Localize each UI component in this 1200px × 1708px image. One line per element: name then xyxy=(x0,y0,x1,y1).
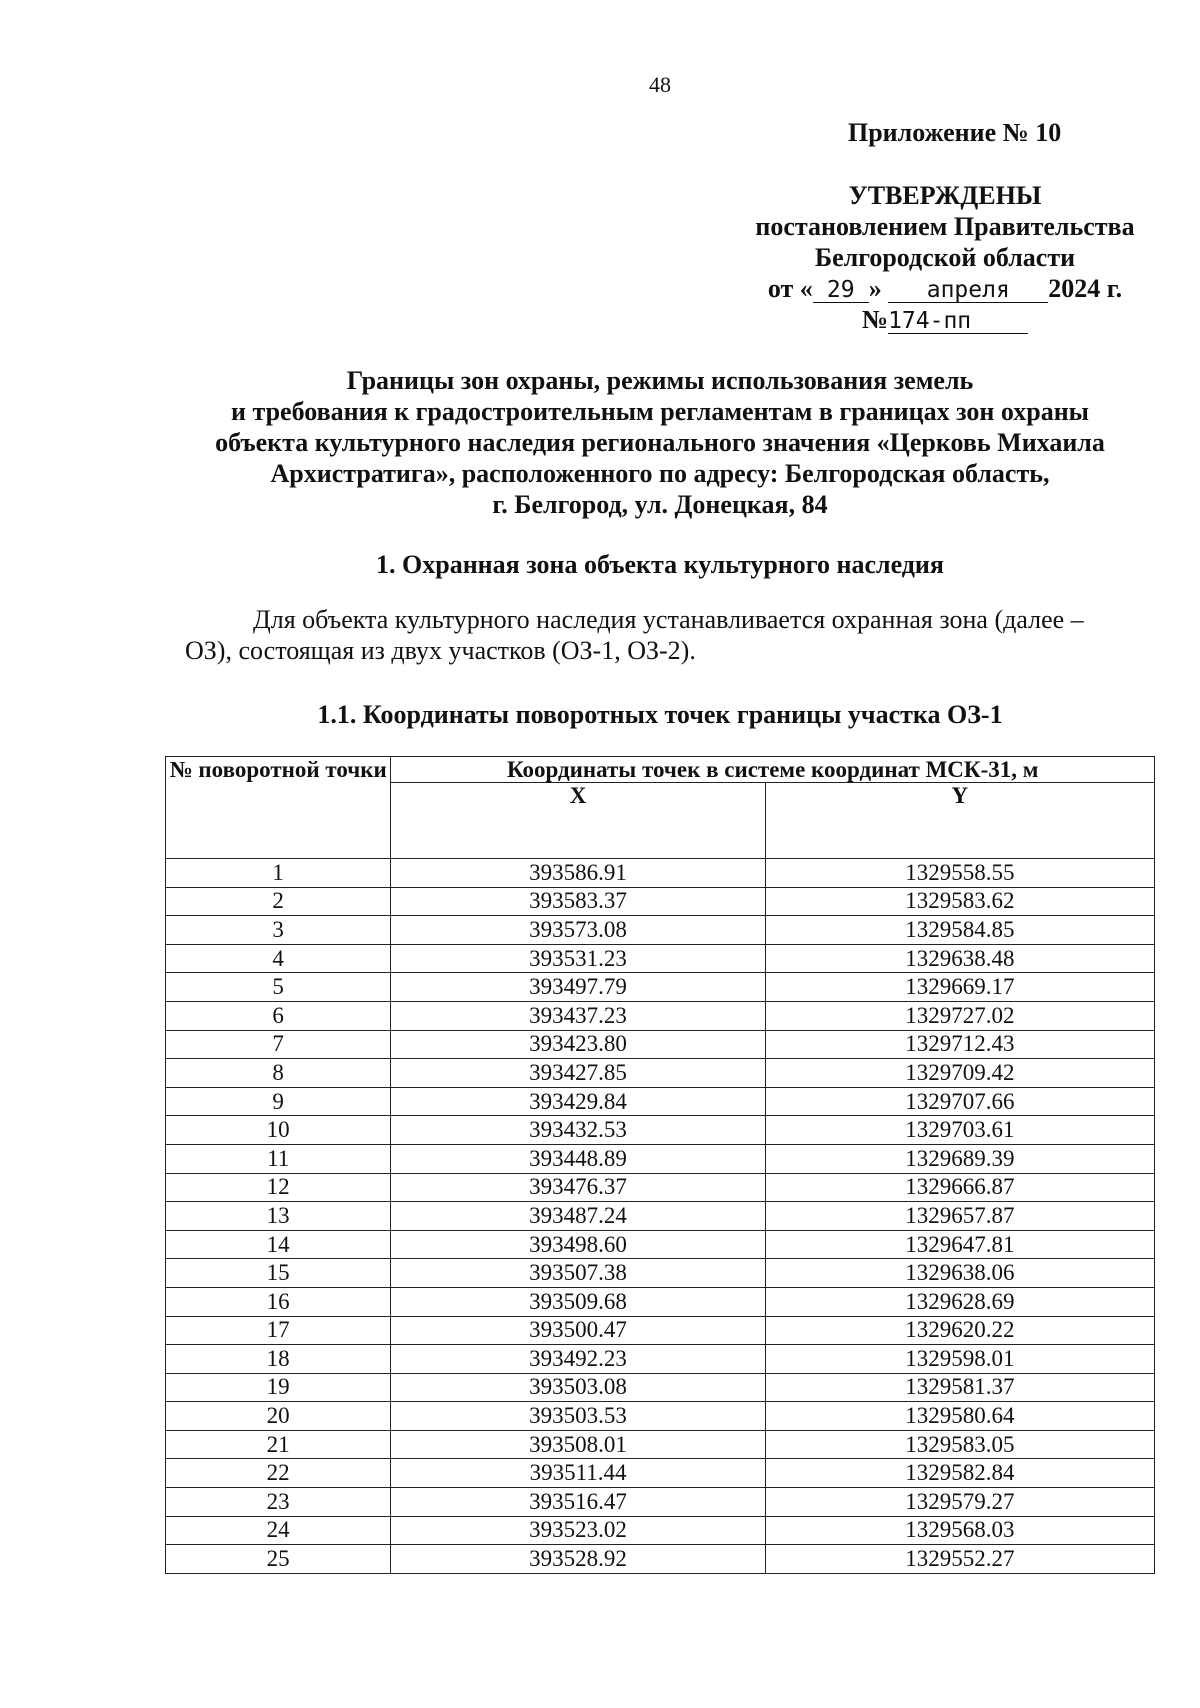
cell-point: 25 xyxy=(166,1545,391,1574)
cell-point: 14 xyxy=(166,1230,391,1259)
title-line-5: г. Белгород, ул. Донецкая, 84 xyxy=(492,490,828,519)
table-row xyxy=(166,1287,1155,1316)
cell-y: 1329584.85 xyxy=(765,916,1154,945)
header-y: Y xyxy=(765,783,1154,859)
table-row xyxy=(166,859,1155,888)
cell-point: 6 xyxy=(166,1001,391,1030)
date-prefix: от « xyxy=(767,274,813,303)
intro-line-1: Для объекта культурного наследия устанавливается охранная зона (далее – xyxy=(253,605,1084,634)
cell-x: 393507.38 xyxy=(391,1259,765,1288)
title-line-2: и требования к градостроительным регламентам в границах зон охраны xyxy=(231,397,1089,426)
cell-point: 15 xyxy=(166,1259,391,1288)
cell-x: 393429.84 xyxy=(391,1087,765,1116)
table-row xyxy=(166,1230,1155,1259)
table-row xyxy=(166,916,1155,945)
coordinates-table xyxy=(165,756,1155,1574)
approval-number xyxy=(740,304,1150,335)
date-day: 29 xyxy=(813,278,869,303)
cell-point: 18 xyxy=(166,1345,391,1374)
cell-x: 393516.47 xyxy=(391,1488,765,1517)
document-title xyxy=(190,365,1130,520)
cell-y: 1329558.55 xyxy=(765,859,1154,888)
cell-x: 393509.68 xyxy=(391,1287,765,1316)
approval-title: УТВЕРЖДЕНЫ xyxy=(848,181,1042,210)
title-line-1: Границы зон охраны, режимы использования земель xyxy=(346,366,974,395)
cell-y: 1329669.17 xyxy=(765,973,1154,1002)
number-value: 174-пп xyxy=(888,309,1028,334)
cell-x: 393503.08 xyxy=(391,1373,765,1402)
table-heading: 1.1. Координаты поворотных точек границы участка ОЗ-1 xyxy=(317,700,1003,729)
approval-line-1: постановлением Правительства xyxy=(755,212,1135,241)
date-month: апреля xyxy=(888,278,1048,303)
table-row xyxy=(166,1345,1155,1374)
cell-point: 4 xyxy=(166,944,391,973)
cell-x: 393423.80 xyxy=(391,1030,765,1059)
table-row xyxy=(166,1459,1155,1488)
header-x: X xyxy=(391,783,765,859)
approval-line-2: Белгородской области xyxy=(814,243,1076,272)
table-row xyxy=(166,1259,1155,1288)
date-year: 2024 г. xyxy=(1048,274,1123,303)
cell-y: 1329628.69 xyxy=(765,1287,1154,1316)
table-row xyxy=(166,1116,1155,1145)
cell-y: 1329707.66 xyxy=(765,1087,1154,1116)
cell-y: 1329580.64 xyxy=(765,1402,1154,1431)
cell-x: 393427.85 xyxy=(391,1059,765,1088)
header-coordinates: Координаты точек в системе координат МСК-31, м xyxy=(391,757,1155,783)
table-row xyxy=(166,1144,1155,1173)
cell-point: 16 xyxy=(166,1287,391,1316)
table-body xyxy=(166,859,1155,1574)
cell-y: 1329666.87 xyxy=(765,1173,1154,1202)
cell-point: 19 xyxy=(166,1373,391,1402)
table-row xyxy=(166,1059,1155,1088)
cell-point: 9 xyxy=(166,1087,391,1116)
cell-x: 393500.47 xyxy=(391,1316,765,1345)
cell-x: 393573.08 xyxy=(391,916,765,945)
cell-x: 393503.53 xyxy=(391,1402,765,1431)
table-row xyxy=(166,1202,1155,1231)
section-heading: 1. Охранная зона объекта культурного наследия xyxy=(376,550,944,579)
table-row xyxy=(166,973,1155,1002)
cell-point: 5 xyxy=(166,973,391,1002)
cell-point: 13 xyxy=(166,1202,391,1231)
table-row xyxy=(166,1173,1155,1202)
cell-point: 3 xyxy=(166,916,391,945)
cell-y: 1329582.84 xyxy=(765,1459,1154,1488)
number-prefix: № xyxy=(861,305,889,334)
cell-y: 1329712.43 xyxy=(765,1030,1154,1059)
cell-x: 393492.23 xyxy=(391,1345,765,1374)
cell-x: 393497.79 xyxy=(391,973,765,1002)
cell-x: 393531.23 xyxy=(391,944,765,973)
cell-point: 11 xyxy=(166,1144,391,1173)
cell-y: 1329727.02 xyxy=(765,1001,1154,1030)
cell-y: 1329583.05 xyxy=(765,1430,1154,1459)
table-row xyxy=(166,1430,1155,1459)
cell-x: 393511.44 xyxy=(391,1459,765,1488)
cell-y: 1329579.27 xyxy=(765,1488,1154,1517)
table-row xyxy=(166,1402,1155,1431)
table-row xyxy=(166,1516,1155,1545)
cell-x: 393508.01 xyxy=(391,1430,765,1459)
cell-point: 17 xyxy=(166,1316,391,1345)
cell-y: 1329620.22 xyxy=(765,1316,1154,1345)
title-line-3: объекта культурного наследия регионального значения «Церковь Михаила xyxy=(215,428,1105,457)
cell-y: 1329657.87 xyxy=(765,1202,1154,1231)
cell-y: 1329638.06 xyxy=(765,1259,1154,1288)
table-row xyxy=(166,1316,1155,1345)
table-row xyxy=(166,887,1155,916)
cell-point: 20 xyxy=(166,1402,391,1431)
cell-x: 393487.24 xyxy=(391,1202,765,1231)
cell-y: 1329709.42 xyxy=(765,1059,1154,1088)
cell-point: 23 xyxy=(166,1488,391,1517)
cell-point: 24 xyxy=(166,1516,391,1545)
cell-point: 12 xyxy=(166,1173,391,1202)
cell-point: 7 xyxy=(166,1030,391,1059)
page-number: 48 xyxy=(649,72,671,97)
table-row xyxy=(166,1030,1155,1059)
cell-y: 1329703.61 xyxy=(765,1116,1154,1145)
approval-block xyxy=(740,180,1150,335)
cell-point: 2 xyxy=(166,887,391,916)
table-row xyxy=(166,1001,1155,1030)
cell-point: 1 xyxy=(166,859,391,888)
cell-point: 8 xyxy=(166,1059,391,1088)
appendix-label: Приложение № 10 xyxy=(848,118,1062,147)
cell-x: 393523.02 xyxy=(391,1516,765,1545)
cell-y: 1329598.01 xyxy=(765,1345,1154,1374)
cell-x: 393528.92 xyxy=(391,1545,765,1574)
title-line-4: Архистратига», расположенного по адресу: Белгородская область, xyxy=(270,459,1050,488)
cell-point: 22 xyxy=(166,1459,391,1488)
cell-x: 393476.37 xyxy=(391,1173,765,1202)
cell-point: 21 xyxy=(166,1430,391,1459)
cell-x: 393432.53 xyxy=(391,1116,765,1145)
table-row xyxy=(166,1545,1155,1574)
intro-paragraph xyxy=(185,604,1145,666)
table-row xyxy=(166,1373,1155,1402)
cell-y: 1329552.27 xyxy=(765,1545,1154,1574)
cell-x: 393586.91 xyxy=(391,859,765,888)
table-row xyxy=(166,1488,1155,1517)
table-row xyxy=(166,1087,1155,1116)
cell-y: 1329689.39 xyxy=(765,1144,1154,1173)
cell-x: 393583.37 xyxy=(391,887,765,916)
intro-line-2: ОЗ), состоящая из двух участков (ОЗ-1, ОЗ-2). xyxy=(185,636,696,665)
table-row xyxy=(166,944,1155,973)
approval-date xyxy=(740,273,1150,304)
cell-x: 393498.60 xyxy=(391,1230,765,1259)
cell-point: 10 xyxy=(166,1116,391,1145)
cell-y: 1329638.48 xyxy=(765,944,1154,973)
cell-x: 393437.23 xyxy=(391,1001,765,1030)
header-point-number: № поворотной точки xyxy=(166,757,391,859)
cell-x: 393448.89 xyxy=(391,1144,765,1173)
cell-y: 1329583.62 xyxy=(765,887,1154,916)
cell-y: 1329581.37 xyxy=(765,1373,1154,1402)
date-mid: » xyxy=(868,274,882,303)
cell-y: 1329568.03 xyxy=(765,1516,1154,1545)
cell-y: 1329647.81 xyxy=(765,1230,1154,1259)
